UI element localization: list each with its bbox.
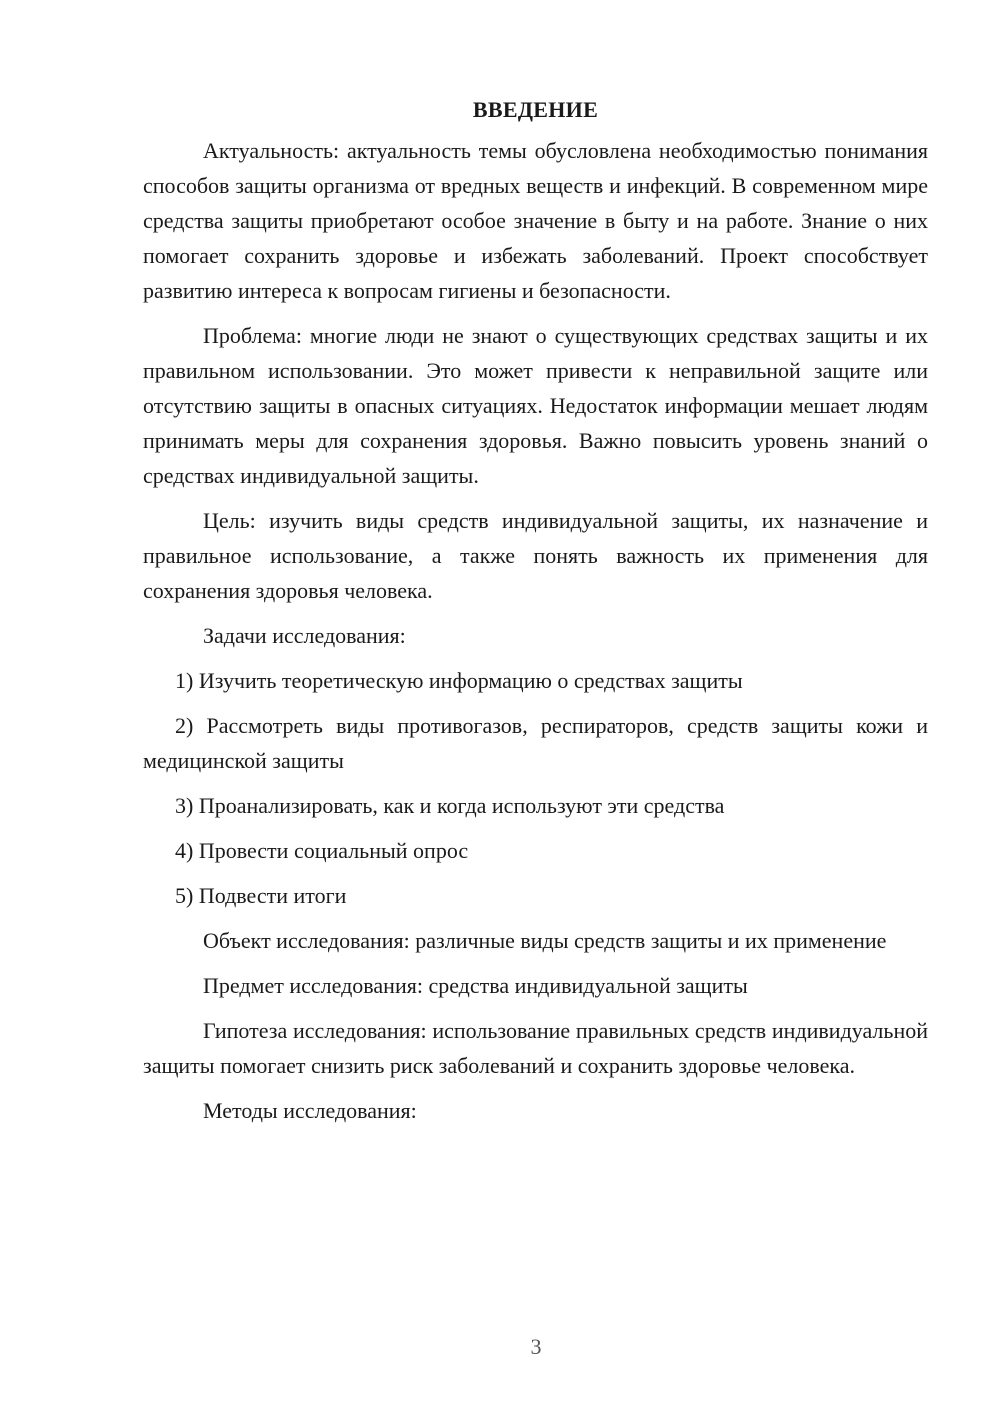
methods-paragraph: Методы исследования: [203, 1098, 417, 1123]
task-item-1: 1) Изучить теоретическую информацию о средствах защиты [175, 668, 743, 693]
hypothesis-paragraph: Гипотеза исследования: использование правильных средств индивидуальной защиты помогает снизить риск заболеваний и сохранить здоровье человека. [143, 1018, 928, 1078]
task-item-5: 5) Подвести итоги [175, 883, 347, 908]
goal-paragraph: Цель: изучить виды средств индивидуальной защиты, их назначение и правильное использование, а также понять важность их применения для сохранения здоровья человека. [143, 508, 928, 603]
task-item-3: 3) Проанализировать, как и когда используют эти средства [175, 793, 725, 818]
task-item-4: 4) Провести социальный опрос [175, 838, 469, 863]
subject-paragraph: Предмет исследования: средства индивидуальной защиты [203, 973, 748, 998]
relevance-paragraph: Актуальность: актуальность темы обусловлена необходимостью понимания способов защиты организма от вредных веществ и инфекций. В современном мире средства защиты приобретают особое значение в быту и на работе. Знание о них помогает сохранить здоровье и избежать заболеваний. Проект способствует развитию интереса к вопросам гигиены и безопасности. [143, 138, 928, 303]
page-number: 3 [530, 1334, 542, 1359]
task-item-2: 2) Рассмотреть виды противогазов, респираторов, средств защиты кожи и медицинской защиты [143, 713, 928, 773]
problem-paragraph: Проблема: многие люди не знают о существующих средствах защиты и их правильном использовании. Это может привести к неправильной защите или отсутствию защиты в опасных ситуациях. Недостаток информации мешает людям принимать меры для сохранения здоровья. Важно повысить уровень знаний о средствах индивидуальной защиты. [143, 323, 928, 488]
page-title: ВВЕДЕНИЕ [472, 97, 599, 122]
object-paragraph: Объект исследования: различные виды средств защиты и их применение [203, 928, 887, 953]
tasks-heading: Задачи исследования: [203, 623, 406, 648]
document-page [143, 95, 928, 1138]
